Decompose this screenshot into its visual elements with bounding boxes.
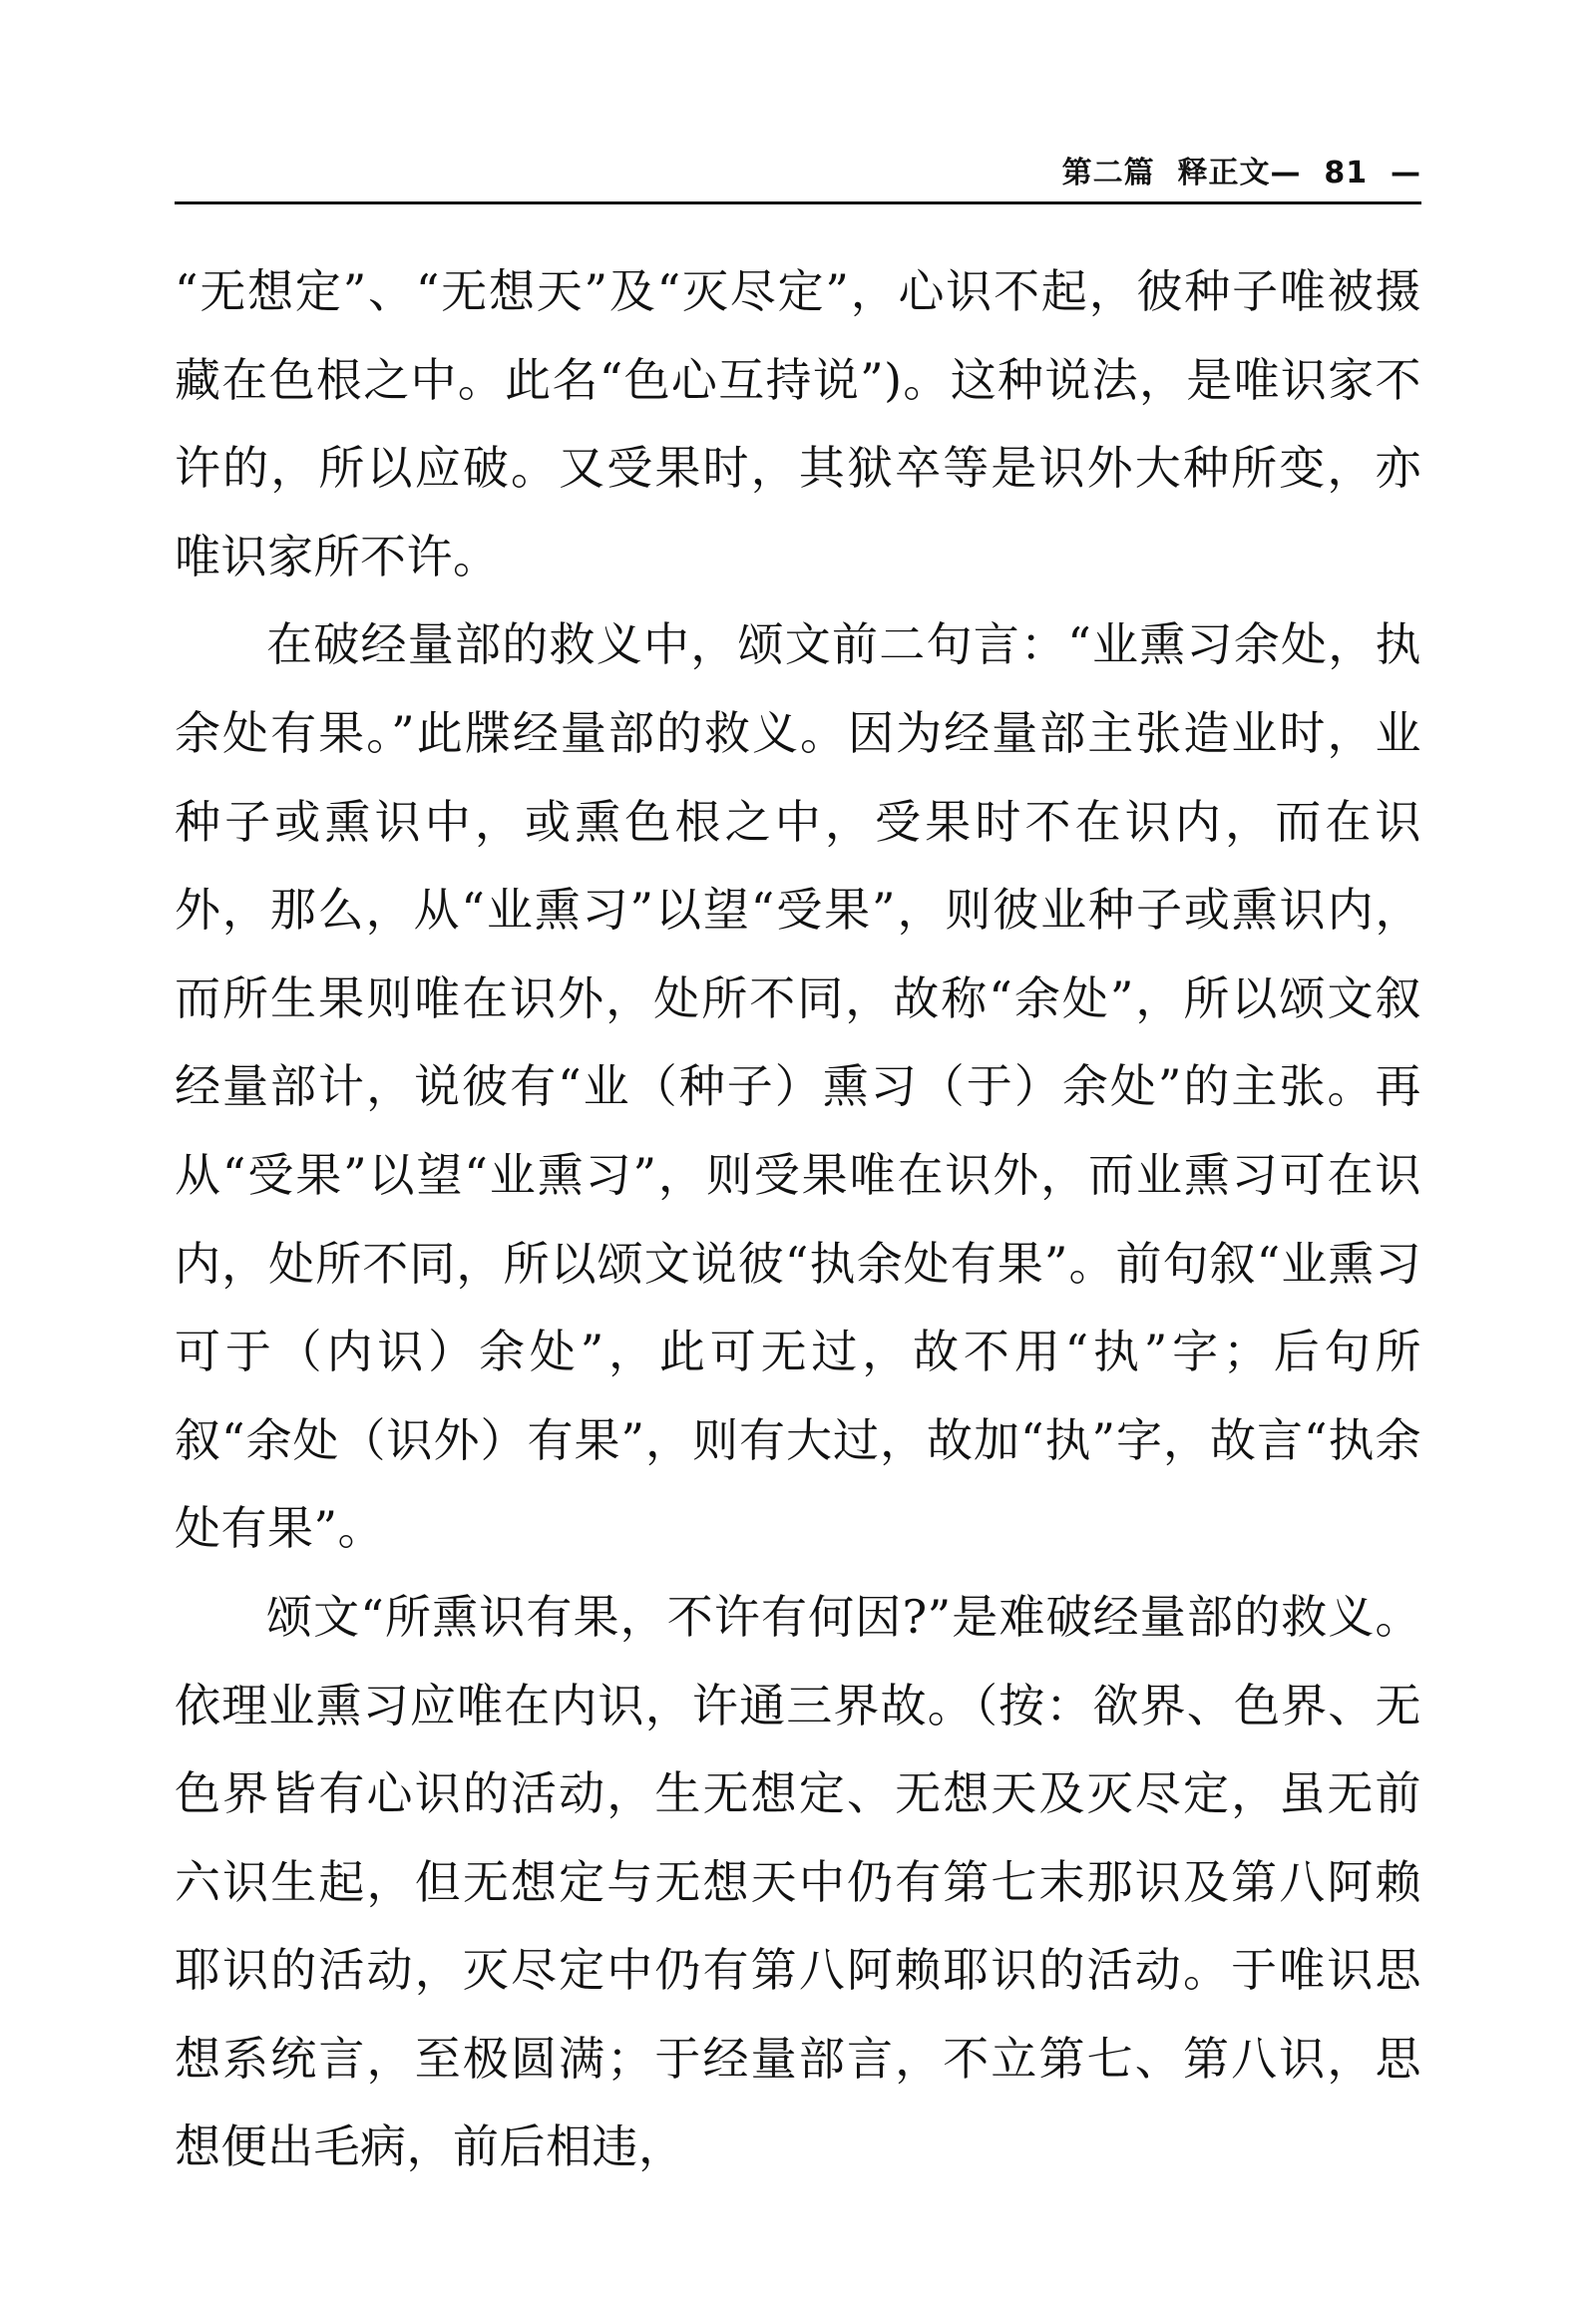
paragraph: 在破经量部的救义中，颂文前二句言：“业熏习余处，执余处有果。”此牒经量部的救义。因为经量部主张造业时，业种子或熏识中，或熏色根之中，受果时不在识内，而在识外，那么，从“业熏习”以望“受果”，则彼业种子或熏识内，而所生果则唯在识外，处所不同，故称“余处”，所以颂文叙经量部计，说彼有“业（种子）熏习（于）余处”的主张。再从“受果”以望“业熏习”，则受果唯在识外，而业熏习可在识内，处所不同，所以颂文说彼“执余处有果”。前句叙“业熏习可于（内识）余处”，此可无过，故不用“执”字；后句所叙“余处（识外）有果”，则有大过，故加“执”字，故言“执余处有果”。 [175, 617, 1421, 1556]
page-number: — 81 — [1270, 156, 1421, 191]
running-head [175, 150, 1421, 204]
paragraph-continued: “无想定”、“无想天”及“灭尽定”，心识不起，彼种子唯被摄藏在色根之中。此名“色心互持说”)。这种说法，是唯识家不许的，所以应破。又受果时，其狱卒等是识外大种所变，亦唯识家所不许。 [175, 264, 1421, 583]
paragraph: 颂文“所熏识有果，不许有何因?”是难破经量部的救义。依理业熏习应唯在内识，许通三界故。（按：欲界、色界、无色界皆有心识的活动，生无想定、无想天及灭尽定，虽无前六识生起，但无想定与无想天中仍有第七末那识及第八阿赖耶识的活动，灭尽定中仍有第八阿赖耶识的活动。于唯识思想系统言，至极圆满；于经量部言，不立第七、第八识，思想便出毛病，前后相违， [175, 1589, 1421, 2174]
running-title: 第二篇 释正文 [1061, 156, 1271, 191]
body-text [175, 247, 1421, 2191]
